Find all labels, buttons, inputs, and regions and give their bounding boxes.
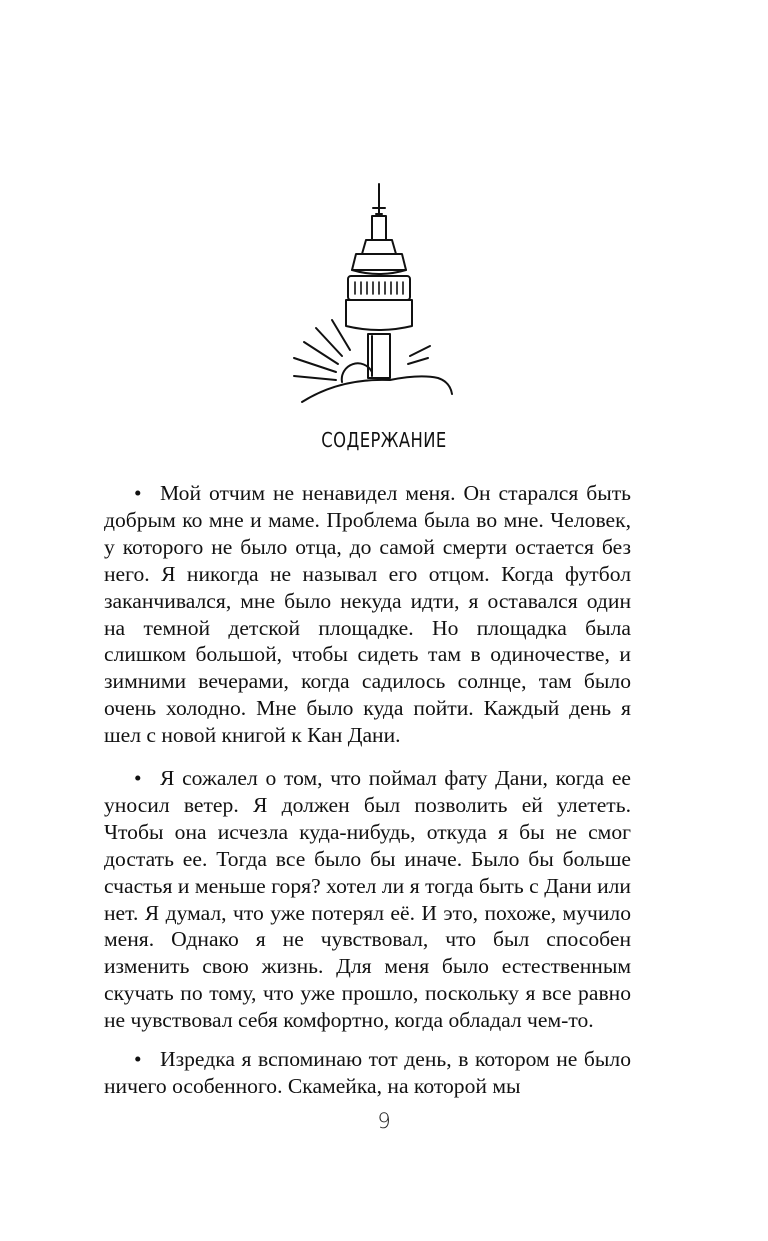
bullet-marker: • — [134, 766, 142, 790]
paragraph-3-text: Изредка я вспоминаю тот день, в котором не было ничего особенного. Скамейка, на которой мы — [104, 1047, 631, 1098]
paragraph-1-text: Мой отчим не ненавидел меня. Он старался быть добрым ко мне и маме. Проблема была во мне. Человек, у которого не было отца, до самой смерти остается без него. Я никогда не называл его отцом. Когда футбол заканчивался, мне было некуда идти, я оставался один на темной детской площадке. Но площадка была слишком большой, чтобы сидеть там в одиночестве, и зимними вечерами, когда садилось солнце, там было очень холодно. Мне было куда пойти. Каждый день я шел с новой книгой к Кан Дани. — [104, 481, 631, 748]
bullet-marker: • — [134, 1047, 142, 1071]
tower-on-hill-with-sunrise-icon — [280, 178, 470, 413]
paragraph-1 — [104, 480, 631, 749]
page-number: 9 — [377, 1109, 391, 1133]
chapter-title: СОДЕРЖАНИЕ — [321, 428, 447, 452]
paragraph-2-text: Я сожалел о том, что поймал фату Дани, когда ее уносил ветер. Я должен был позволить ей улететь. Чтобы она исчезла куда-нибудь, откуда я бы не смог достать ее. Тогда все было бы иначе. Было бы больше счастья и меньше горя? хотел ли я тогда быть с Дани или нет. Я думал, что уже потерял её. И это, похоже, мучило меня. Однако я не чувствовал, что был способен изменить свою жизнь. Для меня было естественным скучать по тому, что уже прошло, поскольку я все равно не чувствовал себя комфортно, когда обладал чем-то. — [104, 766, 631, 1033]
paragraph-3 — [104, 1046, 631, 1100]
paragraph-2 — [104, 765, 631, 1034]
bullet-marker: • — [134, 481, 142, 505]
